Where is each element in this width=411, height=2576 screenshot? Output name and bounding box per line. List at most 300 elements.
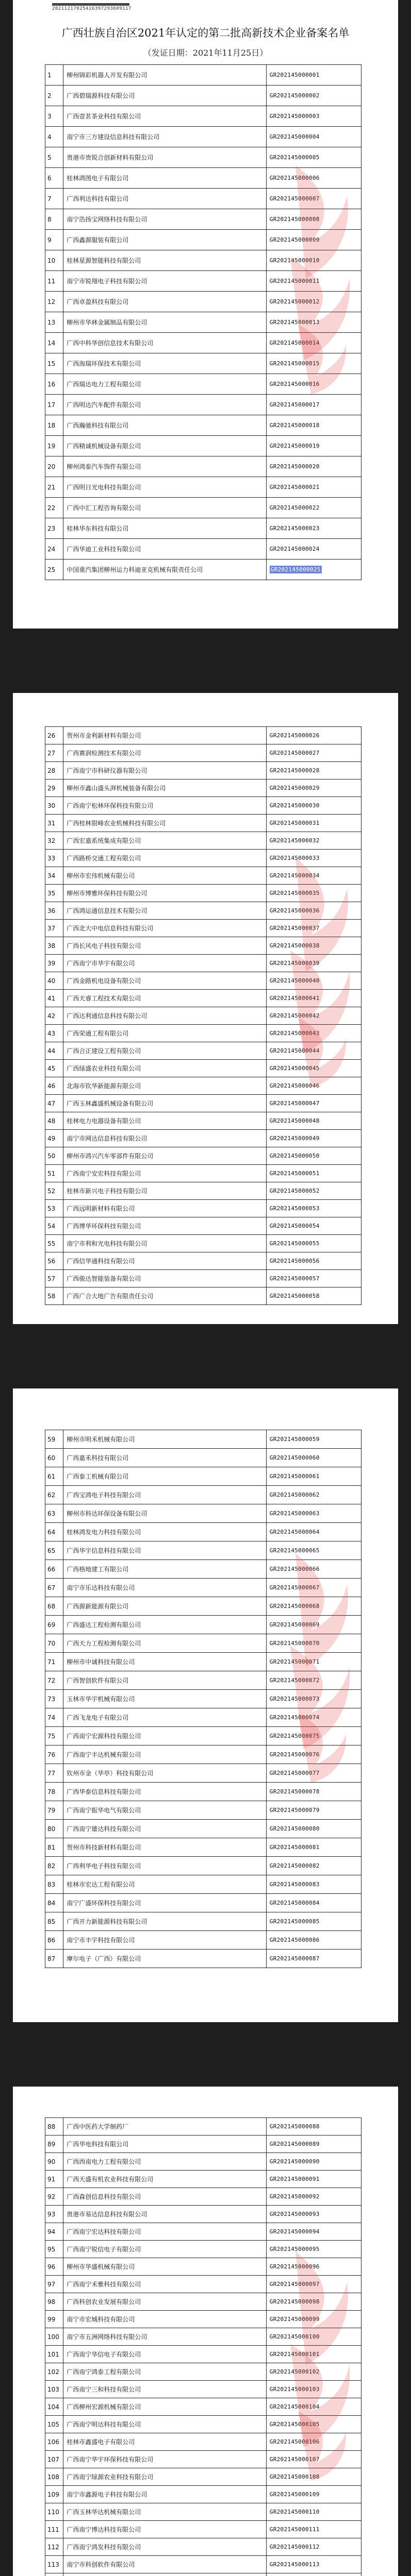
certificate-code: GR202145000029 — [266, 779, 361, 797]
row-number: 72 — [45, 1671, 63, 1690]
table-row — [45, 168, 361, 189]
certificate-code: GR202145000065 — [266, 1541, 361, 1560]
row-number: 59 — [45, 1430, 63, 1449]
table-row — [45, 1597, 361, 1616]
row-number: 88 — [45, 2118, 63, 2136]
row-number: 47 — [45, 1095, 63, 1112]
row-number: 91 — [45, 2171, 63, 2188]
row-number: 5 — [45, 147, 63, 168]
table-row — [45, 1634, 361, 1653]
certificate-code: GR202145000054 — [266, 1217, 361, 1235]
row-number: 33 — [45, 850, 63, 867]
certificate-code: GR202145000100 — [266, 2328, 361, 2346]
certificate-code: GR202145000005 — [266, 147, 361, 168]
enterprise-name — [63, 2573, 267, 2576]
row-number: 96 — [45, 2258, 63, 2276]
table-row — [45, 353, 361, 374]
certificate-code: GR202145000045 — [266, 1060, 361, 1077]
certificate-code: GR202145000043 — [266, 1025, 361, 1042]
certificate-code: GR202145000092 — [266, 2188, 361, 2206]
certificate-code: GR202145000082 — [266, 1857, 361, 1875]
table-row — [45, 1523, 361, 1541]
table-row — [45, 2363, 361, 2381]
enterprise-name: 广西博华环保科技有限公司 — [63, 1217, 267, 1235]
table-row — [45, 2136, 361, 2153]
table-row — [45, 1857, 361, 1875]
certificate-code: GR202145000098 — [266, 2293, 361, 2311]
certificate-code: GR202145000020 — [266, 456, 361, 477]
enterprise-name: 南宁市锐翔电子科技有限公司 — [63, 271, 267, 292]
row-number: 45 — [45, 1060, 63, 1077]
enterprise-name: 柳州锦彩机器人开发有限公司 — [63, 65, 267, 86]
table-row — [45, 1430, 361, 1449]
row-number: 58 — [45, 1287, 63, 1305]
table-row — [45, 885, 361, 902]
certificate-code: GR202145000073 — [266, 1690, 361, 1708]
table-row — [45, 1801, 361, 1820]
enterprise-name: 南宁市科创软件有限公司 — [63, 2556, 267, 2573]
enterprise-name: 广西森创信息科技有限公司 — [63, 2188, 267, 2206]
certificate-code: GR202145000028 — [266, 762, 361, 779]
certificate-code: GR202145000042 — [266, 1007, 361, 1025]
table-row — [45, 2171, 361, 2188]
row-number: 85 — [45, 1912, 63, 1931]
row-number: 40 — [45, 972, 63, 990]
table-row — [45, 2381, 361, 2398]
enterprise-name: 中国重汽集团柳州运力科迪亚克机械有限责任公司 — [63, 560, 267, 580]
table-row — [45, 127, 361, 147]
row-number: 14 — [45, 333, 63, 353]
certificate-code: GR202145000083 — [266, 1875, 361, 1894]
certificate-code: GR202145000094 — [266, 2223, 361, 2241]
enterprise-name: 广西南宁华宇环保科技有限公司 — [63, 2451, 267, 2468]
table-row — [45, 1745, 361, 1764]
certificate-code: GR202145000089 — [266, 2136, 361, 2153]
certificate-code: GR202145000090 — [266, 2153, 361, 2171]
table-row — [45, 2503, 361, 2521]
certificate-code: GR202145000074 — [266, 1708, 361, 1727]
certificate-code: GR202145000068 — [266, 1597, 361, 1616]
row-number: 1 — [45, 65, 63, 86]
enterprise-name: 广西赛润检测技术有限公司 — [63, 744, 267, 762]
enterprise-name: 广西中医药大学制药厂 — [63, 2118, 267, 2136]
enterprise-name: 柳州市中诚科技有限公司 — [63, 1653, 267, 1671]
enterprise-name: 柳州市华林金属制品有限公司 — [63, 312, 267, 333]
certificate-code: GR202145000071 — [266, 1653, 361, 1671]
certificate-code: GR202145000014 — [266, 333, 361, 353]
row-number: 66 — [45, 1560, 63, 1579]
table-row — [45, 1095, 361, 1112]
table-row — [45, 955, 361, 972]
certificate-code: GR202145000069 — [266, 1616, 361, 1634]
row-number: 97 — [45, 2276, 63, 2293]
enterprise-name: 贺州市科技新材料有限公司 — [63, 1838, 267, 1857]
certificate-code: GR202145000080 — [266, 1820, 361, 1838]
enterprise-name: 广西明达汽车配件有限公司 — [63, 395, 267, 415]
certificate-code: GR202145000066 — [266, 1560, 361, 1579]
table-row — [45, 1077, 361, 1095]
row-number: 49 — [45, 1130, 63, 1147]
row-number: 31 — [45, 815, 63, 832]
certificate-code: GR202145000032 — [266, 832, 361, 850]
row-number: 41 — [45, 990, 63, 1007]
row-number: 52 — [45, 1182, 63, 1200]
certificate-code: GR202145000081 — [266, 1838, 361, 1857]
table-row — [45, 560, 361, 580]
row-number: 65 — [45, 1541, 63, 1560]
row-number: 43 — [45, 1025, 63, 1042]
certificate-code: GR202145000108 — [266, 2468, 361, 2486]
certificate-code: GR202145000008 — [266, 209, 361, 230]
table-row — [45, 395, 361, 415]
row-number: 46 — [45, 1077, 63, 1095]
document-page-2 — [13, 693, 398, 1324]
enterprise-name: 摩尔电子（广西）有限公司 — [63, 1950, 267, 1968]
certificate-code: GR202145000050 — [266, 1147, 361, 1165]
certificate-code: GR202145000037 — [266, 920, 361, 937]
table-row — [45, 1130, 361, 1147]
certificate-code: GR202145000022 — [266, 498, 361, 518]
certificate-code: GR202145000063 — [266, 1504, 361, 1523]
table-row — [45, 2311, 361, 2328]
row-number: 20 — [45, 456, 63, 477]
table-row — [45, 2206, 361, 2223]
certificate-code: GR202145000051 — [266, 1165, 361, 1182]
table-row — [45, 850, 361, 867]
row-number: 53 — [45, 1200, 63, 1217]
enterprise-name: 广西合正建设工程有限公司 — [63, 1042, 267, 1060]
table-row — [45, 230, 361, 250]
certificate-code: GR202145000102 — [266, 2363, 361, 2381]
certificate-code: GR202145000099 — [266, 2311, 361, 2328]
row-number: 19 — [45, 436, 63, 456]
row-number: 87 — [45, 1950, 63, 1968]
table-row — [45, 1147, 361, 1165]
enterprise-name: 广西宏嘉系统集成有限公司 — [63, 832, 267, 850]
certificate-code: GR202145000077 — [266, 1764, 361, 1783]
row-number: 60 — [45, 1449, 63, 1467]
enterprise-name: 桂林华东科技有限公司 — [63, 518, 267, 539]
row-number: 51 — [45, 1165, 63, 1182]
table-row — [45, 1783, 361, 1801]
table-row — [45, 333, 361, 353]
row-number: 32 — [45, 832, 63, 850]
certificate-code: GR202145000019 — [266, 436, 361, 456]
row-number: 78 — [45, 1783, 63, 1801]
enterprise-name: 广西南宁振华电气有限公司 — [63, 1801, 267, 1820]
table-row — [45, 1560, 361, 1579]
enterprise-name: 广西柳州宏源机械有限公司 — [63, 2398, 267, 2416]
certificate-code: GR202145000110 — [266, 2503, 361, 2521]
row-number: 30 — [45, 797, 63, 815]
enterprise-name: 广西南宁禾雅科技有限公司 — [63, 2276, 267, 2293]
table-row — [45, 727, 361, 744]
row-number: 18 — [45, 415, 63, 436]
certificate-code: GR202145000047 — [266, 1095, 361, 1112]
table-row — [45, 1112, 361, 1130]
table-row — [45, 972, 361, 990]
enterprise-name: 柳州市鸿兴汽车零部件有限公司 — [63, 1147, 267, 1165]
row-number: 17 — [45, 395, 63, 415]
enterprise-name: 广西鸿运通信息技术有限公司 — [63, 902, 267, 920]
enterprise-name: 南宁市利和光电科技有限公司 — [63, 1235, 267, 1252]
table-row — [45, 2451, 361, 2468]
certificate-code: GR202145000061 — [266, 1467, 361, 1486]
enterprise-name: 广西利华电子科技有限公司 — [63, 1857, 267, 1875]
table-row — [45, 209, 361, 230]
row-number: 77 — [45, 1764, 63, 1783]
table-row — [45, 374, 361, 395]
certificate-code: GR202145000105 — [266, 2416, 361, 2433]
table-row — [45, 2346, 361, 2363]
table-row — [45, 779, 361, 797]
certificate-code: GR202145000004 — [266, 127, 361, 147]
enterprise-name: 广西南宁丰达机械有限公司 — [63, 1745, 267, 1764]
enterprise-name: 广西天盛有机农业科技有限公司 — [63, 2171, 267, 2188]
row-number: 50 — [45, 1147, 63, 1165]
certificate-code: GR202145000016 — [266, 374, 361, 395]
table-row — [45, 1820, 361, 1838]
table-row — [45, 867, 361, 885]
certificate-code: GR202145000009 — [266, 230, 361, 250]
row-number: 94 — [45, 2223, 63, 2241]
row-number: 104 — [45, 2398, 63, 2416]
row-number: 28 — [45, 762, 63, 779]
certificate-code: GR202145000002 — [266, 86, 361, 106]
enterprise-name: 桂林鸿图电子有限公司 — [63, 168, 267, 189]
certificate-code — [266, 2573, 361, 2576]
row-number: 103 — [45, 2381, 63, 2398]
row-number: 2 — [45, 86, 63, 106]
enterprise-name: 广西智创软件有限公司 — [63, 1671, 267, 1690]
enterprise-name: 广西西南电力工程有限公司 — [63, 2153, 267, 2171]
row-number: 21 — [45, 477, 63, 498]
enterprise-name: 桂林市新兴电子科技有限公司 — [63, 1182, 267, 1200]
enterprise-name: 广西壹茗茶业科技有限公司 — [63, 106, 267, 127]
table-row — [45, 1182, 361, 1200]
enterprise-name: 广西宝鸿电子科技有限公司 — [63, 1486, 267, 1504]
certificate-code: GR202145000111 — [266, 2521, 361, 2538]
page-title: 广西壮族自治区2021年认定的第二批高新技术企业备案名单 — [61, 27, 350, 39]
table-row — [45, 2153, 361, 2171]
table-row — [45, 2433, 361, 2451]
table-row — [45, 86, 361, 106]
certificate-code: GR202145000064 — [266, 1523, 361, 1541]
certificate-code: GR202145000104 — [266, 2398, 361, 2416]
row-number: 107 — [45, 2451, 63, 2468]
certificate-code: GR202145000015 — [266, 353, 361, 374]
enterprise-name: 广西南宁雄达科技有限公司 — [63, 1820, 267, 1838]
row-number: 64 — [45, 1523, 63, 1541]
table-row — [45, 2118, 361, 2136]
certificate-code: GR202145000103 — [266, 2381, 361, 2398]
table-row — [45, 2416, 361, 2433]
enterprise-name: 广西盛达工程检测有限公司 — [63, 1616, 267, 1634]
row-number: 75 — [45, 1727, 63, 1745]
table-row — [45, 1165, 361, 1182]
certificate-code: GR202145000024 — [266, 539, 361, 560]
table-row — [45, 1200, 361, 1217]
issue-date: （发证日期：2021年11月25日） — [143, 48, 268, 58]
certificate-code: GR202145000040 — [266, 972, 361, 990]
row-number: 10 — [45, 250, 63, 271]
row-number: 86 — [45, 1931, 63, 1950]
row-number: 74 — [45, 1708, 63, 1727]
enterprise-name: 柳州鸿泰汽车饰件有限公司 — [63, 456, 267, 477]
row-number: 15 — [45, 353, 63, 374]
enterprise-name: 广西源新能源有限公司 — [63, 1597, 267, 1616]
enterprise-table — [45, 726, 361, 1305]
row-number: 99 — [45, 2311, 63, 2328]
enterprise-name: 广西开力新能源科技有限公司 — [63, 1912, 267, 1931]
certificate-code: GR202145000026 — [266, 727, 361, 744]
table-row — [45, 436, 361, 456]
table-row — [45, 937, 361, 955]
document-id-text: 20211217025416397293609117 — [52, 6, 131, 11]
enterprise-name: 广西南宁鸿泰工程有限公司 — [63, 2363, 267, 2381]
table-row — [45, 2468, 361, 2486]
row-number: 89 — [45, 2136, 63, 2153]
row-number: 57 — [45, 1270, 63, 1287]
table-row — [45, 1931, 361, 1950]
enterprise-name: 柳州市科达环保设备有限公司 — [63, 1504, 267, 1523]
row-number: 48 — [45, 1112, 63, 1130]
table-row — [45, 477, 361, 498]
table-row — [45, 1950, 361, 1968]
enterprise-name: 南宁广盛环保科技有限公司 — [63, 1894, 267, 1912]
row-number: 69 — [45, 1616, 63, 1634]
certificate-code: GR202145000060 — [266, 1449, 361, 1467]
enterprise-name: 桂林星源智能科技有限公司 — [63, 250, 267, 271]
enterprise-name: 广西南宁松林环保科技有限公司 — [63, 797, 267, 815]
enterprise-name: 广西飞龙电子有限公司 — [63, 1708, 267, 1727]
row-number: 98 — [45, 2293, 63, 2311]
enterprise-name: 广西天力工程检测有限公司 — [63, 1634, 267, 1653]
row-number: 108 — [45, 2468, 63, 2486]
table-row — [45, 2486, 361, 2503]
certificate-code: GR202145000049 — [266, 1130, 361, 1147]
enterprise-name: 广西瀚驰科技有限公司 — [63, 415, 267, 436]
table-row — [45, 2556, 361, 2573]
certificate-code: GR202145000059 — [266, 1430, 361, 1449]
table-row — [45, 2188, 361, 2206]
enterprise-name: 广西泰工机械有限公司 — [63, 1467, 267, 1486]
certificate-code: GR202145000087 — [266, 1950, 361, 1968]
certificate-code: GR202145000039 — [266, 955, 361, 972]
table-row — [45, 2573, 361, 2576]
row-number: 26 — [45, 727, 63, 744]
certificate-code: GR202145000052 — [266, 1182, 361, 1200]
certificate-code: GR202145000006 — [266, 168, 361, 189]
enterprise-name: 广西中汇工程咨询有限公司 — [63, 498, 267, 518]
row-number: 6 — [45, 168, 63, 189]
row-number: 7 — [45, 189, 63, 209]
table-row — [45, 990, 361, 1007]
row-number — [45, 2573, 63, 2576]
table-row — [45, 2398, 361, 2416]
table-row — [45, 250, 361, 271]
enterprise-name: 南宁市三方建设信息科技有限公司 — [63, 127, 267, 147]
table-row — [45, 189, 361, 209]
table-row — [45, 2293, 361, 2311]
enterprise-name: 广西海瑞环保技术有限公司 — [63, 353, 267, 374]
row-number: 9 — [45, 230, 63, 250]
row-number: 102 — [45, 2363, 63, 2381]
row-number: 55 — [45, 1235, 63, 1252]
enterprise-name: 广西南宁三和科技有限公司 — [63, 2381, 267, 2398]
table-row — [45, 1541, 361, 1560]
row-number: 70 — [45, 1634, 63, 1653]
certificate-code: GR202145000031 — [266, 815, 361, 832]
row-number: 24 — [45, 539, 63, 560]
table-row — [45, 1252, 361, 1270]
row-number: 93 — [45, 2206, 63, 2223]
table-row — [45, 1042, 361, 1060]
certificate-code: GR202145000018 — [266, 415, 361, 436]
enterprise-name: 桂林市宏达工程有限公司 — [63, 1875, 267, 1894]
row-number: 27 — [45, 744, 63, 762]
row-number: 90 — [45, 2153, 63, 2171]
table-row — [45, 1764, 361, 1783]
enterprise-name: 广西南宁锐信电子有限公司 — [63, 2241, 267, 2258]
enterprise-name: 玉林市华宇机械有限公司 — [63, 1690, 267, 1708]
table-row — [45, 1270, 361, 1287]
enterprise-name: 南宁浩扬宝网络科技有限公司 — [63, 209, 267, 230]
table-row — [45, 902, 361, 920]
row-number: 29 — [45, 779, 63, 797]
table-row — [45, 2241, 361, 2258]
certificate-code: GR202145000017 — [266, 395, 361, 415]
enterprise-name: 广西天睿工程技术有限公司 — [63, 990, 267, 1007]
certificate-code: GR202145000070 — [266, 1634, 361, 1653]
row-number: 105 — [45, 2416, 63, 2433]
enterprise-name: 钦州市金（华亭）科技有限公司 — [63, 1764, 267, 1783]
certificate-code: GR202145000107 — [266, 2451, 361, 2468]
certificate-code: GR202145000044 — [266, 1042, 361, 1060]
enterprise-name: 广西华泰信息科技有限公司 — [63, 1783, 267, 1801]
certificate-code: GR202145000027 — [266, 744, 361, 762]
enterprise-name: 广西玉林鑫盛机械设备有限公司 — [63, 1095, 267, 1112]
table-row — [45, 920, 361, 937]
row-number: 110 — [45, 2503, 63, 2521]
row-number: 95 — [45, 2241, 63, 2258]
table-row — [45, 2223, 361, 2241]
enterprise-name: 广西南宁宏达科技有限公司 — [63, 2223, 267, 2241]
table-row — [45, 1894, 361, 1912]
document-page-4 — [13, 2087, 398, 2576]
row-number: 44 — [45, 1042, 63, 1060]
enterprise-name: 广西玉林华达机械有限公司 — [63, 2503, 267, 2521]
certificate-code: GR202145000085 — [266, 1912, 361, 1931]
row-number: 3 — [45, 106, 63, 127]
table-row — [45, 1653, 361, 1671]
certificate-code: GR202145000011 — [266, 271, 361, 292]
table-row — [45, 2258, 361, 2276]
enterprise-name: 广西长风电子科技有限公司 — [63, 937, 267, 955]
row-number: 73 — [45, 1690, 63, 1708]
table-row — [45, 1287, 361, 1305]
table-row — [45, 65, 361, 86]
enterprise-name: 北海市钦华新能源有限公司 — [63, 1077, 267, 1095]
enterprise-name: 广西信华通科技有限公司 — [63, 1252, 267, 1270]
table-row — [45, 2521, 361, 2538]
table-row — [45, 1217, 361, 1235]
table-row — [45, 1727, 361, 1745]
enterprise-name: 广西南宁宏源科技有限公司 — [63, 1727, 267, 1745]
table-row — [45, 744, 361, 762]
row-number: 61 — [45, 1467, 63, 1486]
row-number: 35 — [45, 885, 63, 902]
